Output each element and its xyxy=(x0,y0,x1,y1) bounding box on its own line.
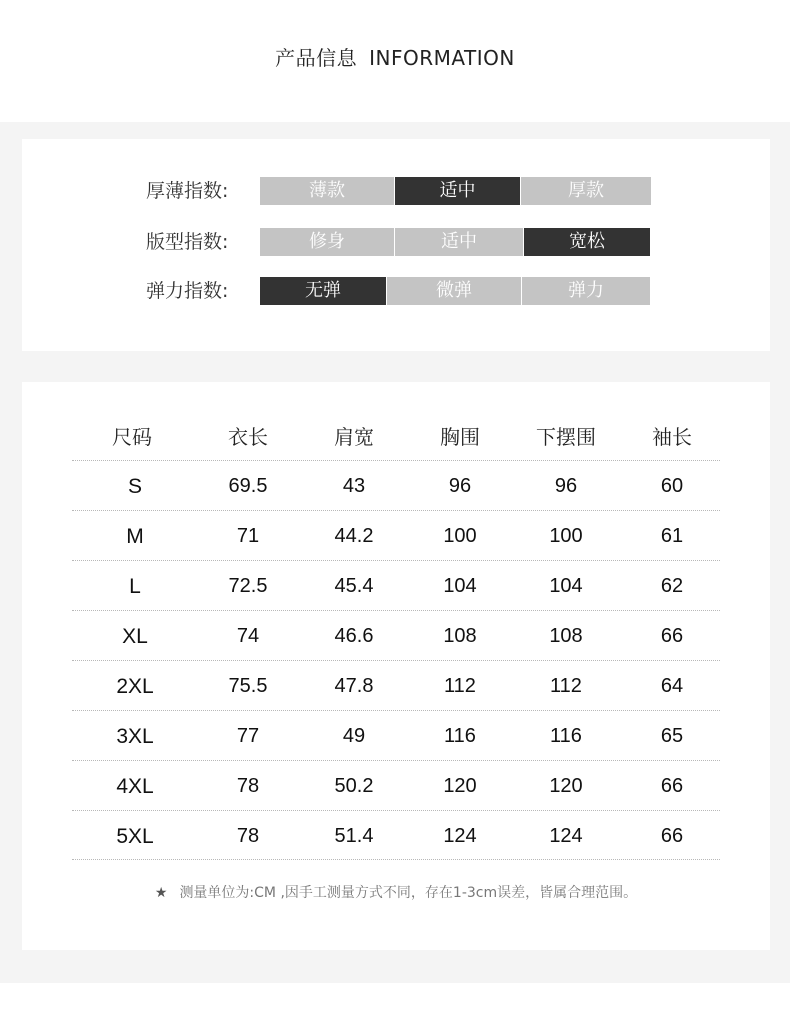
cell-shoulder: 43 xyxy=(342,475,366,497)
cell-length: 77 xyxy=(236,725,260,747)
cell-chest: 100 xyxy=(443,525,477,547)
table-row xyxy=(72,460,720,510)
cell-hem: 96 xyxy=(554,475,578,497)
cell-size: 5XL xyxy=(116,825,154,848)
table-header-row xyxy=(72,406,720,460)
cell-length: 78 xyxy=(236,775,260,797)
index-option: 微弹 xyxy=(387,277,521,305)
index-row-elasticity xyxy=(22,277,770,305)
index-option: 薄款 xyxy=(260,177,394,205)
cell-size: XL xyxy=(122,625,148,648)
cell-hem: 116 xyxy=(550,725,582,747)
cell-hem: 112 xyxy=(550,675,582,697)
cell-hem: 108 xyxy=(549,625,583,647)
cell-hem: 120 xyxy=(549,775,583,797)
cell-sleeve: 62 xyxy=(660,575,684,597)
measurement-note xyxy=(22,882,770,902)
footer-band xyxy=(0,983,790,1019)
index-row-thickness xyxy=(22,177,770,205)
index-label: 版型指数: xyxy=(146,231,229,253)
index-label: 弹力指数: xyxy=(146,280,229,302)
cell-size: 3XL xyxy=(116,725,154,748)
cell-hem: 124 xyxy=(549,825,583,847)
cell-length: 75.5 xyxy=(228,675,268,697)
cell-sleeve: 66 xyxy=(660,625,684,647)
header-sleeve: 袖长 xyxy=(652,425,692,449)
cell-length: 78 xyxy=(236,825,260,847)
header-chest: 胸围 xyxy=(440,425,480,449)
index-option-selected: 适中 xyxy=(395,177,520,205)
index-option-selected: 无弹 xyxy=(260,277,386,305)
index-option-selected: 宽松 xyxy=(524,228,650,256)
header-band xyxy=(0,0,790,122)
cell-shoulder: 47.8 xyxy=(334,675,374,697)
header-shoulder: 肩宽 xyxy=(334,425,374,449)
page-title-cn: 产品信息 xyxy=(275,46,358,70)
cell-sleeve: 61 xyxy=(660,525,684,547)
cell-sleeve: 66 xyxy=(660,775,684,797)
table-row xyxy=(72,610,720,660)
cell-shoulder: 51.4 xyxy=(334,825,374,847)
cell-length: 72.5 xyxy=(228,575,268,597)
table-row xyxy=(72,710,720,760)
cell-chest: 112 xyxy=(444,675,476,697)
cell-shoulder: 44.2 xyxy=(334,525,374,547)
cell-sleeve: 60 xyxy=(660,475,684,497)
cell-shoulder: 49 xyxy=(342,725,366,747)
cell-chest: 116 xyxy=(444,725,476,747)
table-row xyxy=(72,810,720,860)
cell-length: 71 xyxy=(236,525,260,547)
cell-shoulder: 45.4 xyxy=(334,575,374,597)
cell-chest: 96 xyxy=(448,475,472,497)
table-row xyxy=(72,510,720,560)
size-chart-panel xyxy=(22,382,770,950)
table-row xyxy=(72,760,720,810)
cell-chest: 108 xyxy=(443,625,477,647)
header-hem: 下摆围 xyxy=(536,425,596,449)
cell-sleeve: 65 xyxy=(660,725,684,747)
cell-size: 4XL xyxy=(116,775,154,798)
cell-length: 69.5 xyxy=(228,475,268,497)
page-title-en: INFORMATION xyxy=(369,46,515,70)
index-option: 修身 xyxy=(260,228,394,256)
cell-size: 2XL xyxy=(116,675,154,698)
index-option: 弹力 xyxy=(522,277,650,305)
cell-hem: 100 xyxy=(549,525,583,547)
index-option: 适中 xyxy=(395,228,523,256)
cell-sleeve: 66 xyxy=(660,825,684,847)
cell-shoulder: 50.2 xyxy=(334,775,374,797)
table-row xyxy=(72,560,720,610)
index-row-fit xyxy=(22,228,770,256)
star-icon: ★ xyxy=(154,885,168,901)
page-title xyxy=(0,42,790,71)
cell-chest: 120 xyxy=(443,775,477,797)
index-label: 厚薄指数: xyxy=(146,180,229,202)
cell-size: S xyxy=(127,475,142,498)
fabric-index-panel xyxy=(22,139,770,351)
cell-size: L xyxy=(129,575,141,598)
cell-size: M xyxy=(126,525,144,548)
cell-sleeve: 64 xyxy=(660,675,684,697)
table-row xyxy=(72,660,720,710)
header-length: 衣长 xyxy=(228,425,268,449)
note-text: 测量单位为:CM ,因手工测量方式不同，存在1-3cm误差，皆属合理范围。 xyxy=(179,885,638,901)
cell-hem: 104 xyxy=(549,575,583,597)
size-table xyxy=(72,406,720,860)
header-size: 尺码 xyxy=(112,425,152,449)
cell-shoulder: 46.6 xyxy=(334,625,374,647)
cell-chest: 104 xyxy=(443,575,477,597)
cell-chest: 124 xyxy=(443,825,477,847)
cell-length: 74 xyxy=(236,625,260,647)
index-option: 厚款 xyxy=(521,177,651,205)
